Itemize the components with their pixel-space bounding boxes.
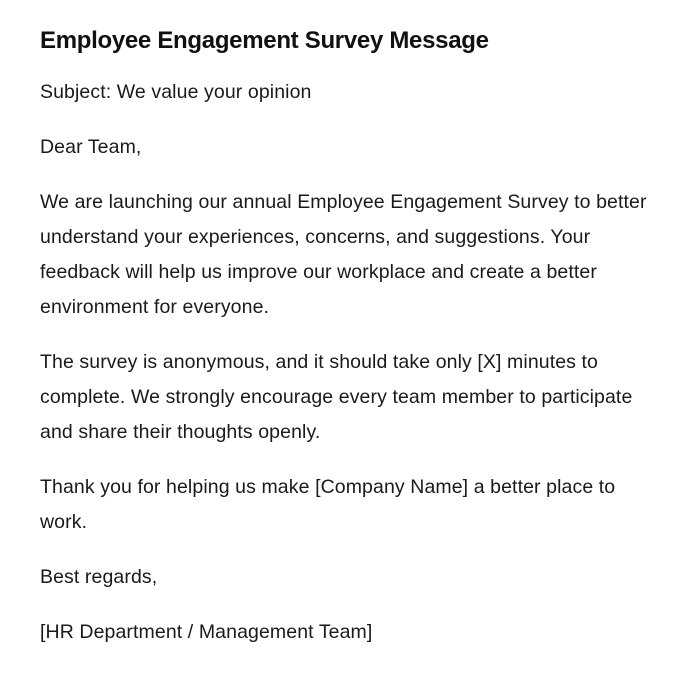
closing: Best regards, [40, 566, 158, 588]
body-paragraph-thanks: Thank you for helping us make [Company Name] a better place to work. [40, 476, 616, 533]
body-paragraph-survey-details: The survey is anonymous, and it should take only [X] minutes to complete. We strongly encourage every team member to participate and share their thoughts openly. [40, 351, 633, 443]
body-paragraph-intro: We are launching our annual Employee Engagement Survey to better understand your experiences, concerns, and suggestions. Your feedback will help us improve our workplace and create a better environment for everyone. [40, 191, 647, 318]
subject-line: Subject: We value your opinion [40, 81, 312, 103]
signature: [HR Department / Management Team] [40, 621, 373, 643]
document-title: Employee Engagement Survey Message [40, 27, 489, 54]
greeting: Dear Team, [40, 136, 142, 158]
